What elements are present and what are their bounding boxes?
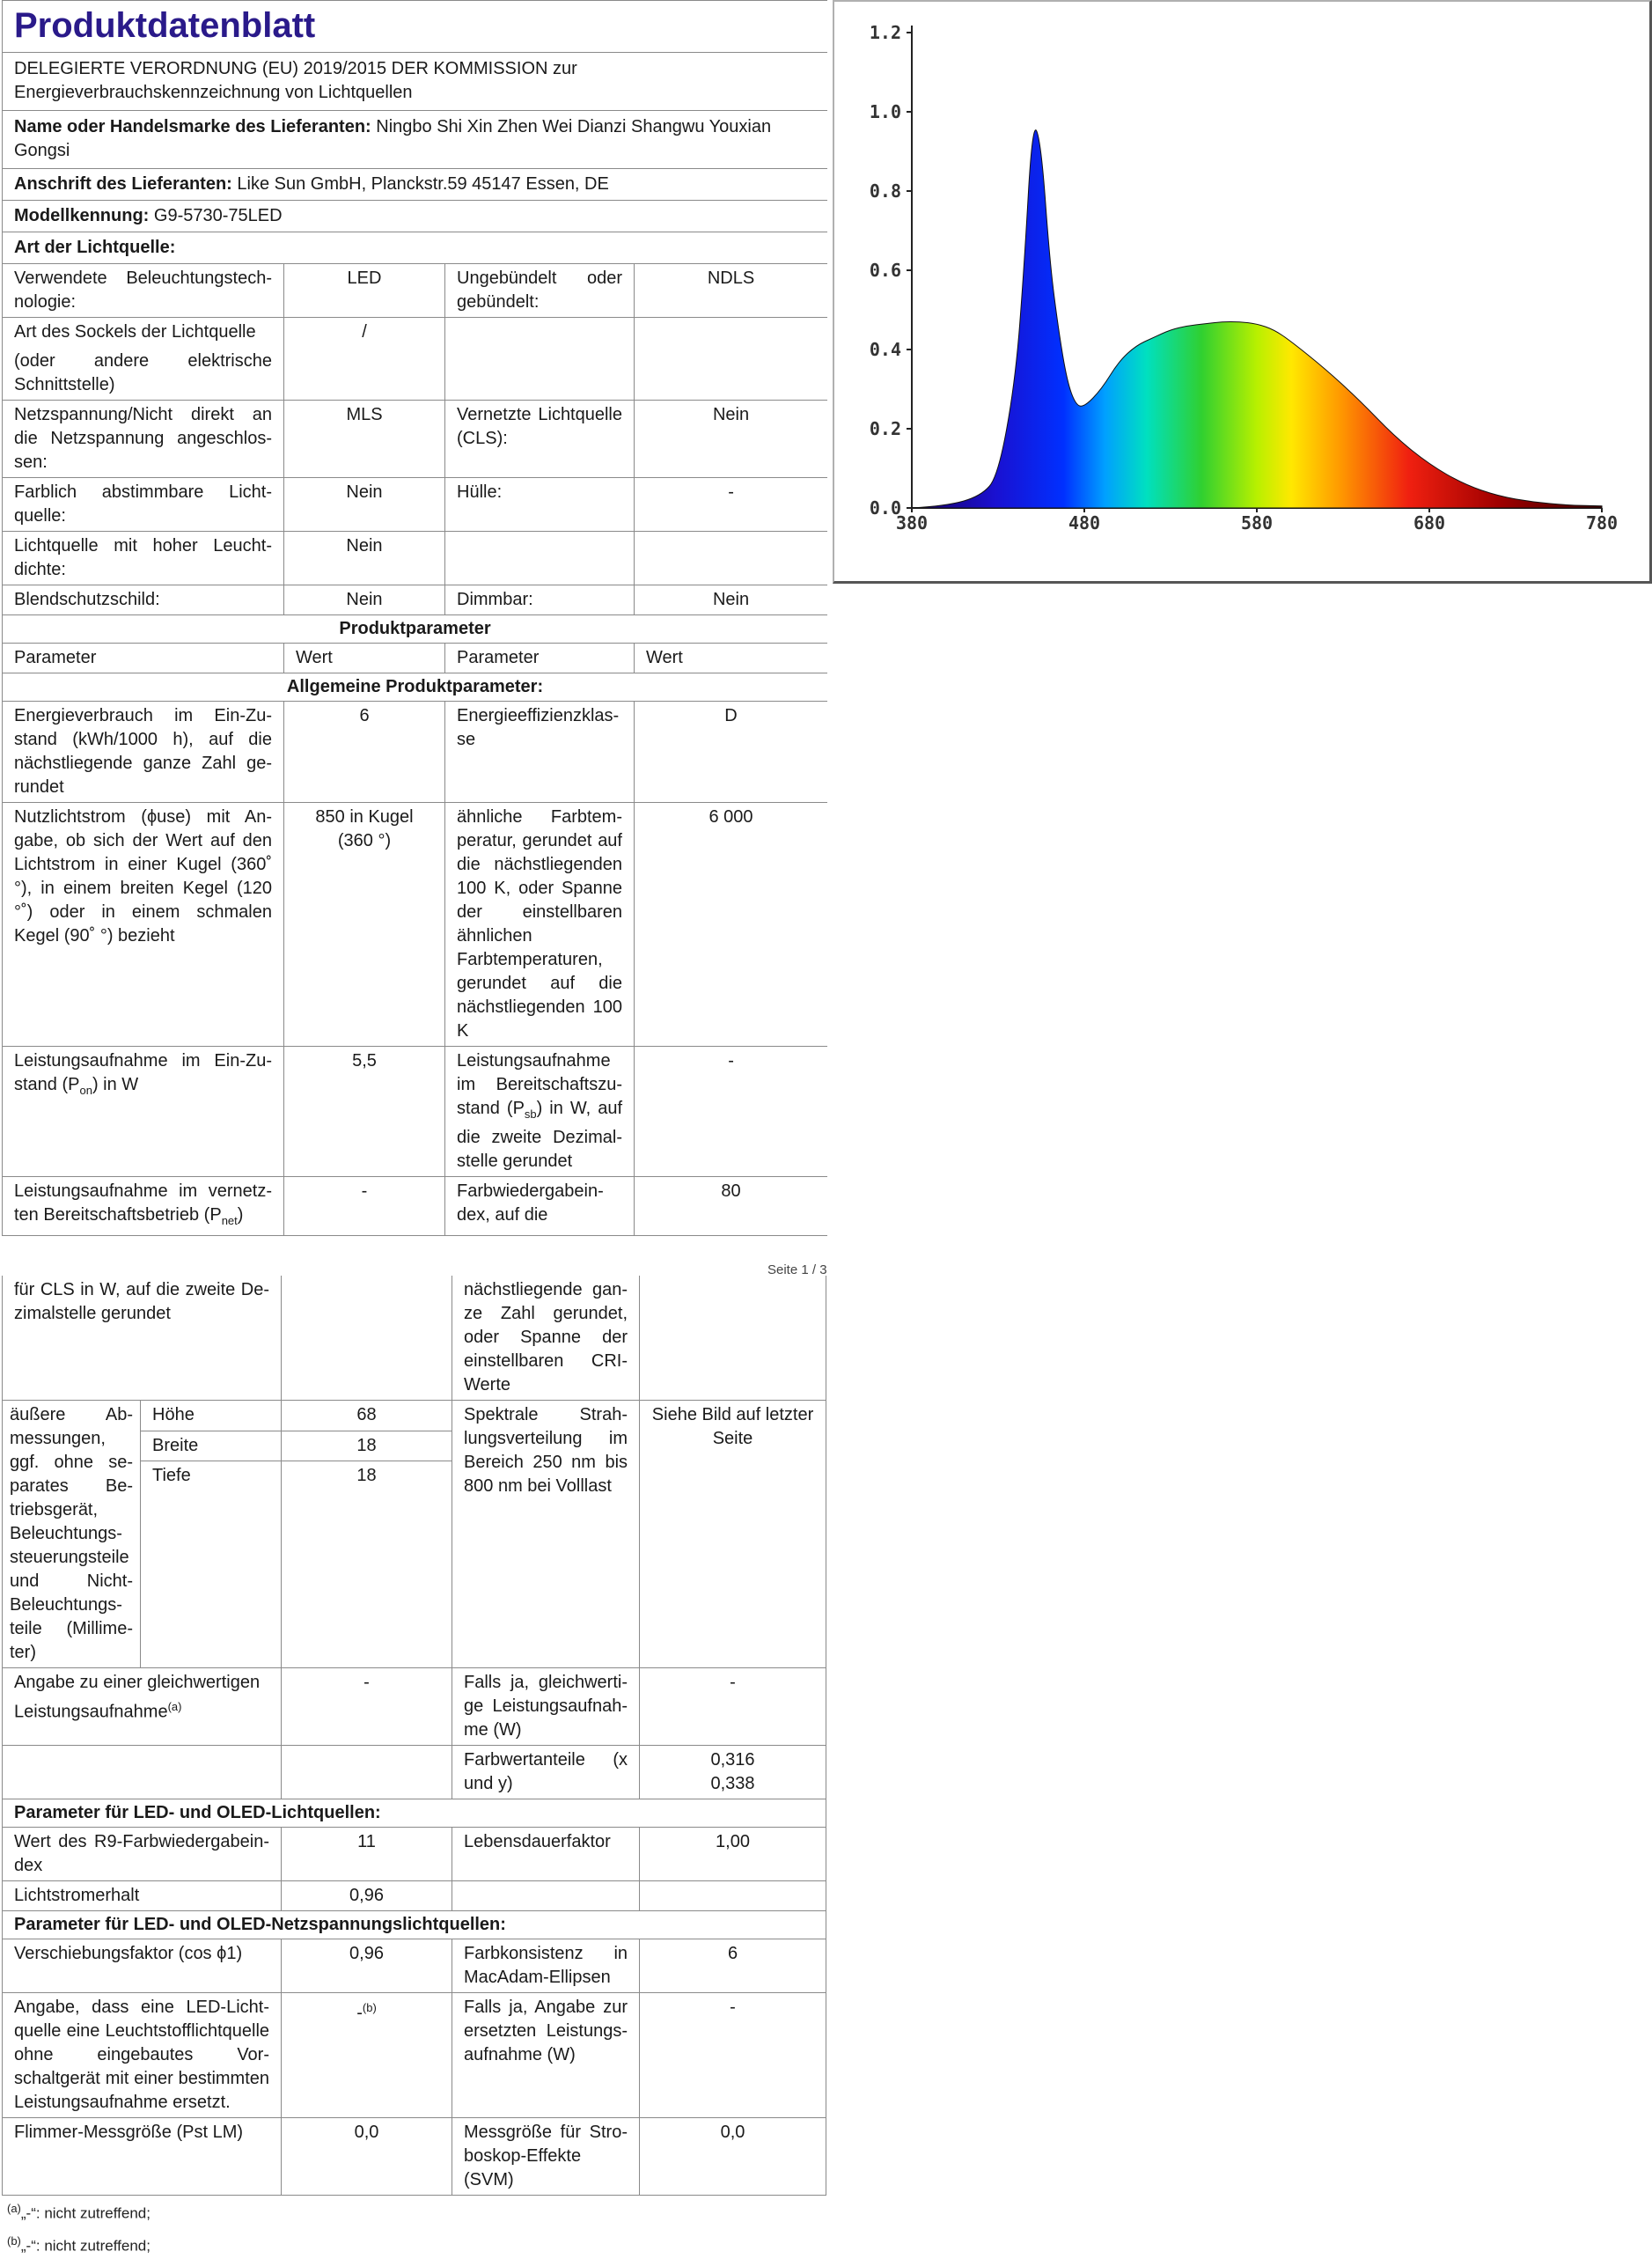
bundled-value: NDLS [635, 264, 828, 318]
replaced-power-label: Falls ja, Angabe zur ersetzten Leistungsaufnahme (W) [452, 1993, 640, 2118]
led-parameters-heading: Parameter für LED- und OLED-Lichtquellen: [3, 1799, 826, 1828]
flicker-metric-label: Flimmer-Messgröße (Pst LM) [3, 2118, 282, 2196]
displacement-factor-label: Verschiebungsfaktor (cos ϕ1) [3, 1939, 282, 1993]
energy-class-value: D [635, 702, 828, 803]
y-tick-label: 1.2 [869, 22, 901, 43]
tunable-value: Nein [284, 478, 445, 532]
empty-cell [640, 1881, 826, 1911]
equivalent-power-watts-value: - [640, 1668, 826, 1746]
x-tick-label: 780 [1585, 512, 1619, 533]
energy-class-label: Energieeffizienzklasse [445, 702, 635, 803]
spectral-distribution-value: Siehe Bild auf letzter Seite [640, 1401, 826, 1668]
envelope-value: - [635, 478, 828, 532]
spectral-distribution-chart [833, 0, 1652, 584]
survival-factor-label: Lebensdauerfaktor [452, 1828, 640, 1881]
y-tick-label: 1.0 [869, 101, 901, 122]
standby-power-label [445, 1047, 635, 1177]
footnote-b [7, 2227, 151, 2259]
footnote-b-text: „-“: nicht zutreffend; [20, 2237, 151, 2255]
useful-flux-label: Nutzlichtstrom (ϕuse) mit Angabe, ob sich der Wert auf den Lichtstrom in einer Kugel (360˚ °), in einem breiten Kegel (120 °˚) oder in einem schmalen Kegel (90˚ °) bezieht [3, 803, 284, 1047]
datasheet-page-2 [2, 1276, 827, 2196]
supplier-address-label: Anschrift des Lieferanten: [14, 174, 232, 194]
cap-type-value: / [284, 318, 445, 401]
chromaticity-y: 0,338 [710, 1774, 755, 1793]
spectral-distribution-label: Spektrale Strahlungsverteilung im Bereich 250 nm bis 800 nm bei Volllast [452, 1401, 640, 1668]
supplier-address-row [3, 169, 828, 201]
envelope-label: Hülle: [445, 478, 635, 532]
stroboscopic-metric-value: 0,0 [640, 2118, 826, 2196]
equivalent-power-label [3, 1668, 282, 1746]
document-title: Produktdatenblatt [3, 1, 828, 53]
flicker-metric-value: 0,0 [282, 2118, 452, 2196]
column-header-value: Wert [635, 644, 828, 673]
spectrum-area [912, 130, 1602, 508]
footnote-a-marker: (a) [7, 2202, 21, 2215]
empty-cell [282, 1746, 452, 1799]
footnotes [7, 2195, 151, 2259]
model-id: G9-5730-75LED [153, 206, 283, 225]
chromaticity-x: 0,316 [710, 1750, 755, 1770]
antiglare-value: Nein [284, 585, 445, 615]
cri-label: Farbwiedergabeindex, auf die [445, 1177, 635, 1236]
standby-power-text: Leistungsaufnahme im Bereitschaftszustand (P [457, 1051, 622, 1118]
empty-cell [635, 318, 828, 401]
footnote-b-marker: (b) [7, 2233, 21, 2248]
colour-consistency-value: 6 [640, 1939, 826, 1993]
mains-label: Netzspannung/Nicht direkt an die Netzspannung angeschlossen: [3, 401, 284, 478]
technology-value: LED [284, 264, 445, 318]
y-tick-label: 0.2 [869, 418, 901, 439]
cct-label: ähnliche Farbtemperatur, gerundet auf die nächstliegenden 100 K, oder Spanne der einstellbaren ähnlichen Farbtemperaturen, gerundet auf die nächstliegenden 100 K [445, 803, 635, 1047]
standby-unit: ) in W, auf die zweite Dezimalstelle gerundet [457, 1099, 622, 1171]
width-value: 18 [282, 1431, 452, 1461]
cap-type-cell [3, 318, 284, 401]
empty-cell [452, 1881, 640, 1911]
empty-cell [445, 532, 635, 585]
footnote-a [7, 2195, 151, 2227]
y-tick-label: 0.4 [869, 339, 901, 360]
light-source-type-heading: Art der Lichtquelle: [3, 232, 828, 264]
dimensions-label: äußere Abmessungen, ggf. ohne separates Betriebsgerät, Beleuchtungssteuerungsteile und Nicht-Beleuchtungsteile (Millimeter) [3, 1401, 141, 1668]
on-mode-power-text: Leistungsaufnahme im Ein-Zustand (P [14, 1051, 272, 1094]
antiglare-label: Blendschutzschild: [3, 585, 284, 615]
r9-label: Wert des R9-Farbwiedergabeindex [3, 1828, 282, 1881]
chromaticity-value [640, 1746, 826, 1799]
bundled-label: Ungebündelt oder gebündelt: [445, 264, 635, 318]
lumen-maintenance-label: Lichtstromerhalt [3, 1881, 282, 1911]
on-mode-subscript: on [79, 1084, 92, 1097]
column-header-parameter: Parameter [3, 644, 284, 673]
product-parameters-heading: Produktparameter [3, 615, 828, 644]
equivalent-power-watts-label: Falls ja, gleichwertige Leistungsaufnahme (W) [452, 1668, 640, 1746]
dimmable-value: Nein [635, 585, 828, 615]
networked-subscript: net [221, 1214, 238, 1227]
empty-cell [445, 318, 635, 401]
technology-label: Verwendete Beleuchtungstechnologie: [3, 264, 284, 318]
standby-subscript: sb [524, 1107, 537, 1121]
empty-cell [3, 1746, 282, 1799]
networked-standby-value: - [284, 1177, 445, 1236]
datasheet-page-1 [2, 0, 827, 1251]
width-label: Breite [141, 1431, 282, 1461]
x-tick-label: 380 [895, 512, 929, 533]
supplier-name: Ningbo Shi Xin Zhen Wei Dianzi Shangwu Youxian Gongsi [14, 117, 772, 160]
standby-power-value: - [635, 1047, 828, 1177]
networked-close: ) [237, 1205, 244, 1225]
general-parameters-heading: Allgemeine Produktparameter: [3, 673, 828, 702]
datasheet-table-2 [2, 1276, 826, 2196]
tunable-label: Farblich abstimmbare Lichtquelle: [3, 478, 284, 532]
on-mode-power-label [3, 1047, 284, 1177]
networked-standby-continued: für CLS in W, auf die zweite Dezimalstelle gerundet [3, 1276, 282, 1401]
datasheet-table-1 [2, 0, 827, 1236]
column-header-parameter: Parameter [445, 644, 635, 673]
high-luminance-value: Nein [284, 532, 445, 585]
footnote-a-mark: (a) [167, 1700, 182, 1713]
energy-consumption-value: 6 [284, 702, 445, 803]
supplier-name-row [3, 111, 828, 169]
y-tick-label: 0.6 [869, 260, 901, 281]
supplier-address: Like Sun GmbH, Planckstr.59 45147 Essen, DE [237, 174, 609, 194]
cap-type-label: Art des Sockels der Lichtquelle [14, 322, 256, 342]
connected-label: Vernetzte Lichtquelle (CLS): [445, 401, 635, 478]
x-tick-label: 480 [1068, 512, 1101, 533]
empty-cell [282, 1276, 452, 1401]
depth-label: Tiefe [141, 1461, 282, 1668]
footnote-a-text: „-“: nicht zutreffend; [20, 2204, 151, 2222]
height-label: Höhe [141, 1401, 282, 1431]
connected-value: Nein [635, 401, 828, 478]
model-label: Modellkennung: [14, 206, 150, 225]
mains-led-parameters-heading: Parameter für LED- und OLED-Netzspannungslichtquellen: [3, 1911, 826, 1939]
equivalent-power-text: Angabe zu einer gleichwertigen Leistungsaufnahme [14, 1673, 261, 1722]
chromaticity-label: Farbwertanteile (x und y) [452, 1746, 640, 1799]
cri-label-continued: nächstliegende ganze Zahl gerundet, oder Spanne der einstellbaren CRI-Werte [452, 1276, 640, 1401]
lumen-maintenance-value: 0,96 [282, 1881, 452, 1911]
mains-value: MLS [284, 401, 445, 478]
height-value: 68 [282, 1401, 452, 1431]
replaced-power-value: - [640, 1993, 826, 2118]
on-mode-unit: ) in W [92, 1075, 139, 1094]
cri-value: 80 [635, 1177, 828, 1236]
high-luminance-label: Lichtquelle mit hoher Leuchtdichte: [3, 532, 284, 585]
y-tick-label: 0.8 [869, 180, 901, 202]
networked-standby-label [3, 1177, 284, 1236]
on-mode-power-value: 5,5 [284, 1047, 445, 1177]
footnote-b-mark: (b) [362, 2001, 377, 2014]
spectrum-plot [834, 2, 1649, 581]
page-number: Seite 1 / 3 [767, 1262, 827, 1277]
y-tick-label: 0.0 [869, 497, 901, 519]
displacement-factor-value: 0,96 [282, 1939, 452, 1993]
empty-cell [640, 1276, 826, 1401]
depth-value: 18 [282, 1461, 452, 1668]
model-row [3, 201, 828, 232]
column-header-value: Wert [284, 644, 445, 673]
supplier-name-label: Name oder Handelsmarke des Lieferanten: [14, 117, 371, 136]
dimmable-label: Dimmbar: [445, 585, 635, 615]
x-tick-label: 680 [1413, 512, 1446, 533]
equivalent-power-value: - [282, 1668, 452, 1746]
cct-value: 6 000 [635, 803, 828, 1047]
networked-standby-text: Leistungsaufnahme im vernetzten Bereitschaftsbetrieb (P [14, 1181, 272, 1225]
energy-consumption-label: Energieverbrauch im Ein-Zustand (kWh/1000 h), auf die nächstliegende ganze Zahl gerundet [3, 702, 284, 803]
x-tick-label: 580 [1240, 512, 1274, 533]
r9-value: 11 [282, 1828, 452, 1881]
replacement-claim-value [282, 1993, 452, 2118]
regulation-text: DELEGIERTE VERORDNUNG (EU) 2019/2015 DER KOMMISSION zur Energieverbrauchskennzeichnung von Lichtquellen [3, 53, 828, 111]
stroboscopic-metric-label: Messgröße für Stroboskop-Effekte (SVM) [452, 2118, 640, 2196]
useful-flux-value: 850 in Kugel (360 °) [284, 803, 445, 1047]
colour-consistency-label: Farbkonsistenz in MacAdam-Ellipsen [452, 1939, 640, 1993]
survival-factor-value: 1,00 [640, 1828, 826, 1881]
replacement-claim-label: Angabe, dass eine LED-Lichtquelle eine Leuchtstofflichtquelle ohne eingebautes Vorschaltgerät mit einer bestimmten Leistungsaufnahme ersetzt. [3, 1993, 282, 2118]
empty-cell [635, 532, 828, 585]
cap-type-note: (oder andere elektrische Schnittstelle) [14, 351, 272, 394]
replacement-claim-text: - [356, 2003, 363, 2023]
